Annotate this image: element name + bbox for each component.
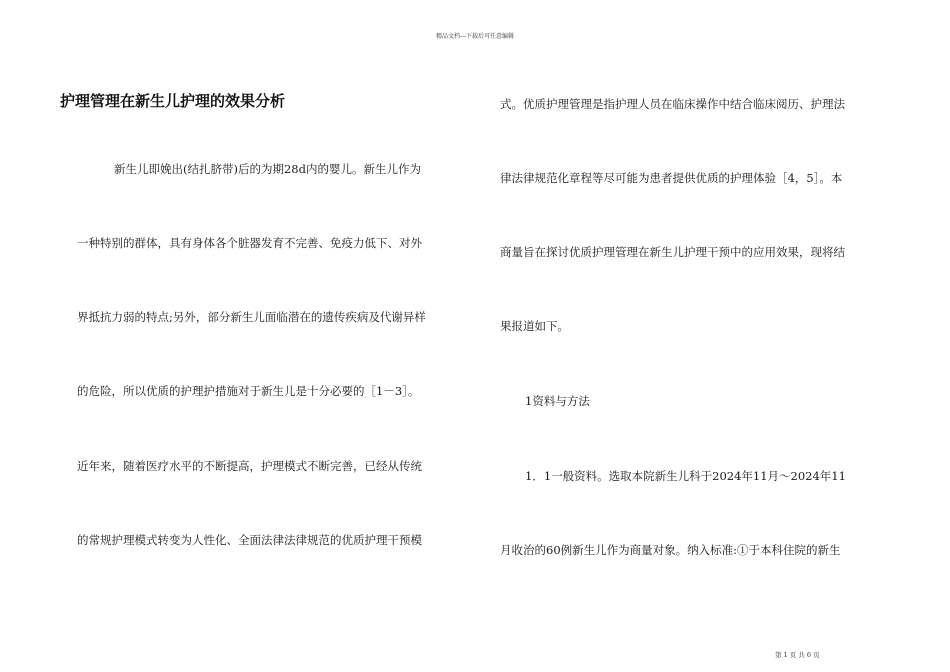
left-paragraph-line: 的常规护理模式转变为人性化、全面法律法律规范的优质护理干预模 — [77, 533, 422, 547]
left-paragraph-line: 一种特别的群体，具有身体各个脏器发育不完善、免疫力低下、对外 — [77, 236, 422, 250]
section-heading: 1资料与方法 — [525, 394, 590, 408]
right-paragraph-line: 1．1一般资料。选取本院新生儿科于2024年11月～2024年11 — [525, 469, 846, 483]
left-paragraph-line: 界抵抗力弱的特点;另外，部分新生儿面临潜在的遗传疾病及代谢异样 — [77, 310, 426, 324]
page-footer: 第 1 页 共 6 页 — [775, 651, 820, 659]
left-paragraph-line: 的危险，所以优质的护理护措施对于新生儿是十分必要的［1－3］。 — [77, 384, 420, 398]
right-paragraph-line: 式。优质护理管理是指护理人员在临床操作中结合临床阅历、护理法 — [500, 97, 845, 111]
right-paragraph-line: 律法律规范化章程等尽可能为患者提供优质的护理体验［4，5］。本 — [500, 171, 843, 185]
left-paragraph-line: 新生儿即娩出(结扎脐带)后的为期28d内的婴儿。新生儿作为 — [114, 162, 421, 176]
left-paragraph-line: 近年来，随着医疗水平的不断提高，护理模式不断完善，已经从传统 — [77, 459, 422, 473]
document-title: 护理管理在新生儿护理的效果分析 — [60, 92, 286, 110]
page-header: 精品文档---下载后可任意编辑 — [435, 33, 515, 40]
right-paragraph-line: 果报道如下。 — [500, 319, 569, 333]
right-paragraph-line: 商量旨在探讨优质护理管理在新生儿护理干预中的应用效果，现将结 — [500, 245, 845, 259]
right-paragraph-line: 月收治的60例新生儿作为商量对象。纳入标准:①于本科住院的新生 — [500, 543, 841, 557]
